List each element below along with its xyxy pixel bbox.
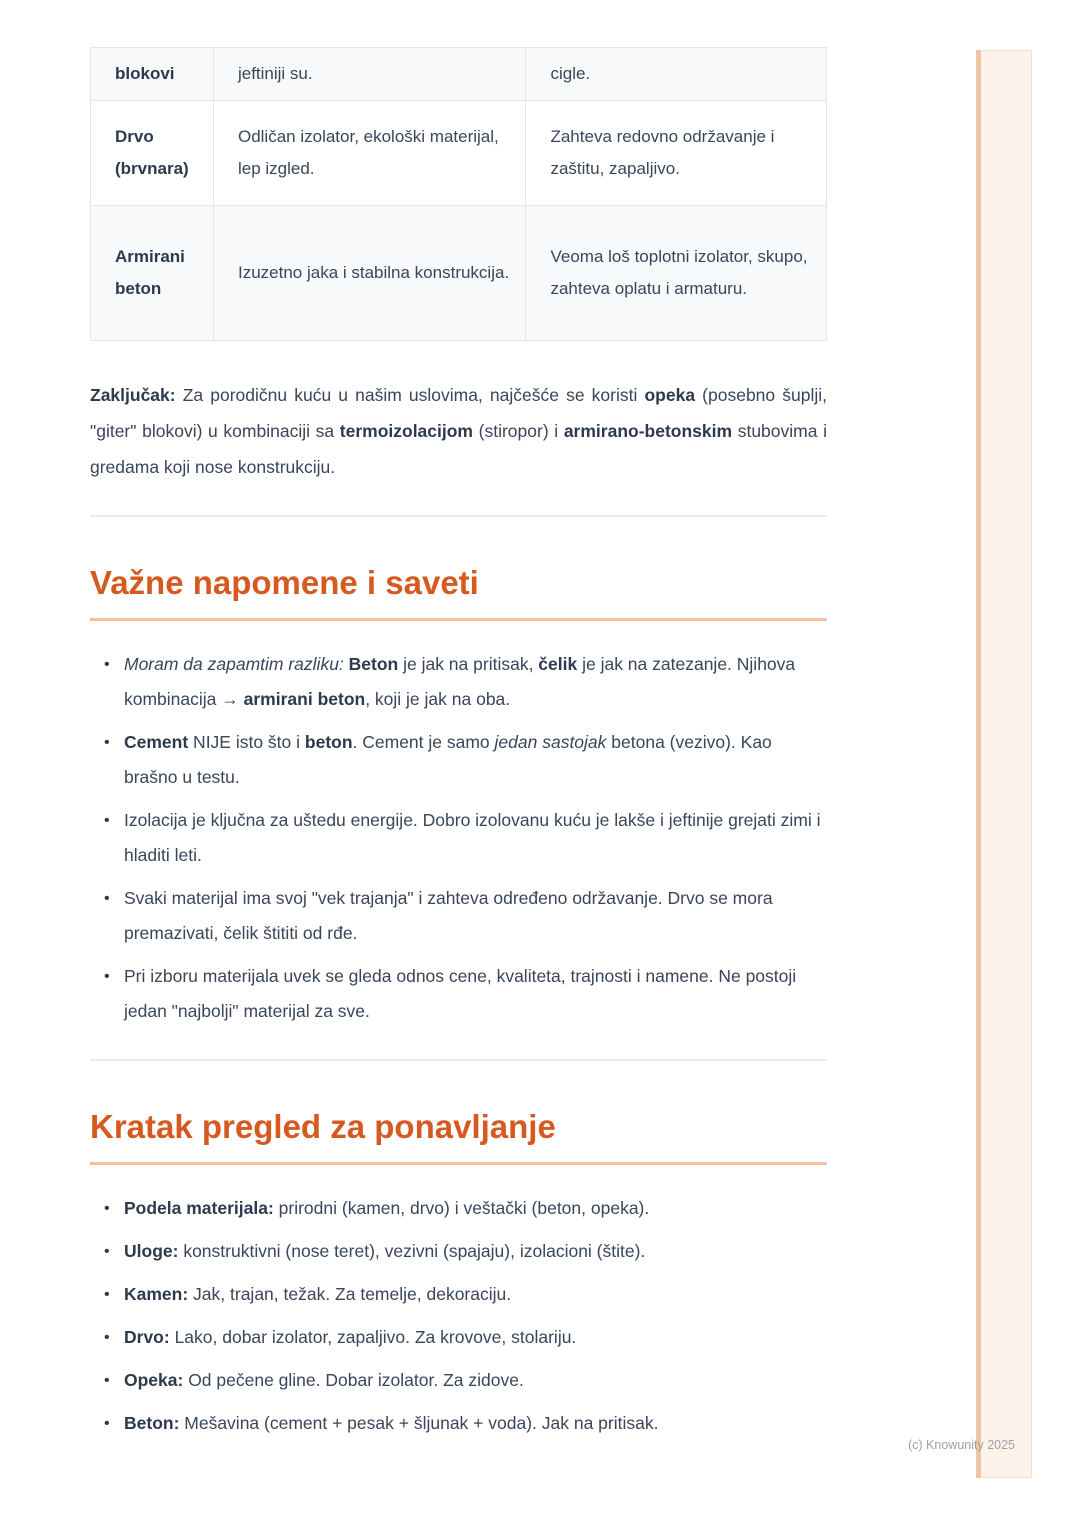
- table-cell-cons: Zahteva redovno održavanje i zaštitu, zapaljivo.: [526, 101, 827, 206]
- table-cell-material: Armirani beton: [91, 206, 214, 341]
- footer-copyright: (c) Knowunity 2025: [908, 1438, 1016, 1452]
- table-row: [91, 48, 827, 101]
- list-item: • Uloge: konstruktivni (nose teret), vezivni (spajaju), izolacioni (štite).: [90, 1234, 827, 1269]
- table-row: [91, 206, 827, 341]
- table-cell-pros: jeftiniji su.: [213, 48, 526, 101]
- table-row: [91, 101, 827, 206]
- notes-bullet-list: [90, 647, 827, 1029]
- document-content: [90, 0, 827, 1449]
- list-item: • Beton: Mešavina (cement + pesak + šljunak + voda). Jak na pritisak.: [90, 1406, 827, 1441]
- list-item: • Svaki materijal ima svoj "vek trajanja" i zahteva određeno održavanje. Drvo se mora premazivati, čelik štititi od rđe.: [90, 881, 827, 951]
- review-bullet-list: [90, 1191, 827, 1441]
- list-item: • Drvo: Lako, dobar izolator, zapaljivo. Za krovove, stolariju.: [90, 1320, 827, 1355]
- table-cell-material: Drvo (brvnara): [91, 101, 214, 206]
- list-item: • Moram da zapamtim razliku: Beton je jak na pritisak, čelik je jak na zatezanje. Njihova kombinacija → armirani beton, koji je jak na oba.: [90, 647, 827, 717]
- table-cell-cons: cigle.: [526, 48, 827, 101]
- table-cell-material: blokovi: [91, 48, 214, 101]
- table-cell-pros: Izuzetno jaka i stabilna konstrukcija.: [213, 206, 526, 341]
- list-item: • Podela materijala: prirodni (kamen, drvo) i veštački (beton, opeka).: [90, 1191, 827, 1226]
- section-divider: [90, 1059, 827, 1061]
- materials-comparison-table: [90, 47, 827, 341]
- section-title-review: Kratak pregled za ponavljanje: [90, 1107, 827, 1165]
- list-item: • Cement NIJE isto što i beton. Cement je samo jedan sastojak betona (vezivo). Kao brašno u testu.: [90, 725, 827, 795]
- page-edge-decoration-bar: [976, 50, 1032, 1478]
- list-item: • Izolacija je ključna za uštedu energije. Dobro izolovanu kuću je lakše i jeftinije grejati zimi i hladiti leti.: [90, 803, 827, 873]
- section-divider: [90, 515, 827, 517]
- table-cell-cons: Veoma loš toplotni izolator, skupo, zahteva oplatu i armaturu.: [526, 206, 827, 341]
- list-item: • Pri izboru materijala uvek se gleda odnos cene, kvaliteta, trajnosti i namene. Ne postoji jedan "najbolji" materijal za sve.: [90, 959, 827, 1029]
- section-title-notes: Važne napomene i saveti: [90, 563, 827, 621]
- list-item: • Kamen: Jak, trajan, težak. Za temelje, dekoraciju.: [90, 1277, 827, 1312]
- list-item: • Opeka: Od pečene gline. Dobar izolator. Za zidove.: [90, 1363, 827, 1398]
- table-cell-pros: Odličan izolator, ekološki materijal, lep izgled.: [213, 101, 526, 206]
- conclusion-label: Zaključak:: [90, 385, 176, 405]
- conclusion-paragraph: Zaključak: Za porodičnu kuću u našim uslovima, najčešće se koristi opeka (posebno šuplji, "giter" blokovi) u kombinaciji sa termoizolacijom (stiropor) i armirano-betonskim stubovima i gredama koji nose konstrukciju.: [90, 385, 827, 477]
